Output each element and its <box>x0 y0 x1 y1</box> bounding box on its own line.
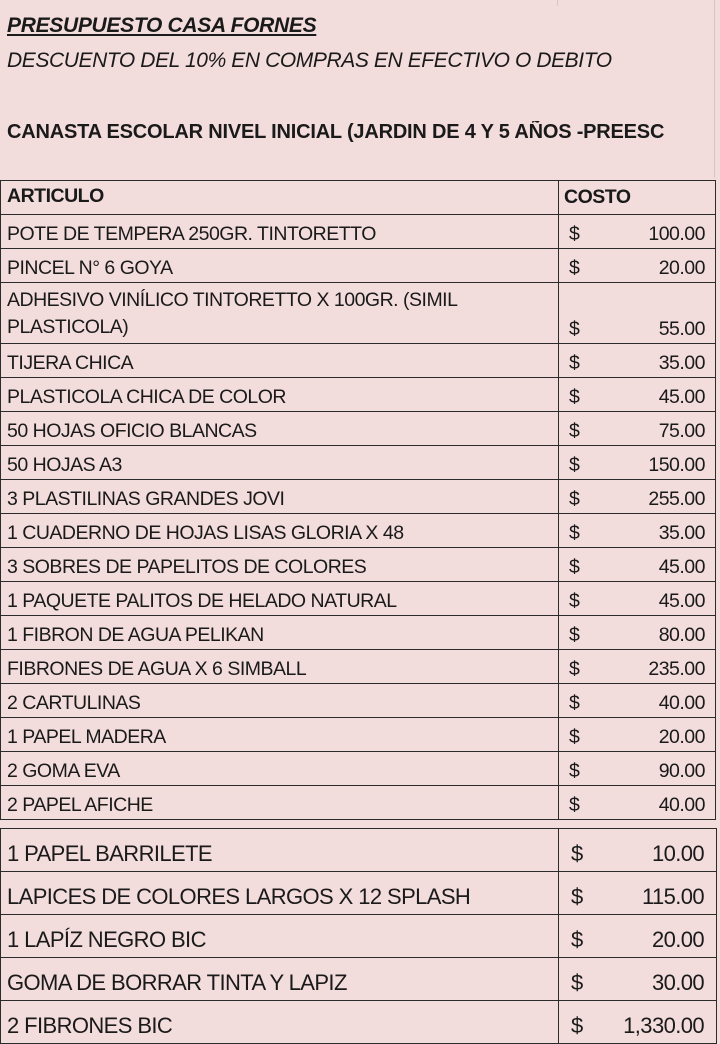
budget-table <box>0 180 716 820</box>
article-cell: LAPICES DE COLORES LARGOS X 12 SPLASH <box>1 872 559 915</box>
cost-amount: 20.00 <box>651 927 704 952</box>
currency-symbol: $ <box>569 488 580 510</box>
cost-cell <box>559 480 716 514</box>
cost-cell <box>559 446 716 480</box>
cost-cell <box>559 616 716 650</box>
table-row <box>1 412 716 446</box>
cost-amount: 40.00 <box>658 692 705 714</box>
currency-symbol: $ <box>569 454 580 476</box>
currency-symbol: $ <box>569 386 580 408</box>
cost-cell <box>559 958 717 1001</box>
article-line: ADHESIVO VINÍLICO TINTORETTO X 100GR. (SIMIL <box>7 289 458 311</box>
article-cell: FIBRONES DE AGUA X 6 SIMBALL <box>1 650 559 684</box>
currency-symbol: $ <box>569 658 580 680</box>
cost-cell <box>559 915 717 958</box>
article-cell: 1 FIBRON DE AGUA PELIKAN <box>1 616 559 650</box>
table-row <box>1 616 716 650</box>
cost-amount: 1,330.00 <box>623 1013 704 1038</box>
cost-amount: 150.00 <box>648 454 705 476</box>
currency-symbol: $ <box>569 760 580 782</box>
currency-symbol: $ <box>569 318 580 340</box>
currency-symbol: $ <box>571 970 583 995</box>
cost-cell <box>559 215 716 249</box>
table-row <box>1 872 717 915</box>
currency-symbol: $ <box>571 927 583 952</box>
table-row <box>1 249 716 283</box>
column-header-costo: COSTO <box>559 181 716 215</box>
article-cell: GOMA DE BORRAR TINTA Y LAPIZ <box>1 958 559 1001</box>
table-row <box>1 480 716 514</box>
cost-amount: 115.00 <box>641 884 704 909</box>
article-cell <box>1 283 559 344</box>
cost-cell <box>559 548 716 582</box>
cost-amount: 20.00 <box>658 726 705 748</box>
cost-cell <box>559 344 716 378</box>
article-cell: 1 PAPEL BARRILETE <box>1 829 559 872</box>
table-row <box>1 786 716 820</box>
article-cell: 3 PLASTILINAS GRANDES JOVI <box>1 480 559 514</box>
article-cell: PLASTICOLA CHICA DE COLOR <box>1 378 559 412</box>
table-row <box>1 1001 717 1044</box>
cost-cell <box>559 249 716 283</box>
currency-symbol: $ <box>569 624 580 646</box>
page-title: PRESUPUESTO CASA FORNES <box>7 14 317 37</box>
currency-symbol: $ <box>569 420 580 442</box>
article-cell: TIJERA CHICA <box>1 344 559 378</box>
cost-cell <box>559 650 716 684</box>
table-row <box>1 718 716 752</box>
currency-symbol: $ <box>569 522 580 544</box>
article-cell: 2 GOMA EVA <box>1 752 559 786</box>
cost-cell <box>559 412 716 446</box>
cost-amount: 20.00 <box>658 257 705 279</box>
cost-amount: 75.00 <box>658 420 705 442</box>
cost-cell <box>559 378 716 412</box>
table-row <box>1 215 716 249</box>
currency-symbol: $ <box>569 257 580 279</box>
gridline <box>557 0 558 6</box>
table-row <box>1 650 716 684</box>
gridline <box>714 0 715 178</box>
cost-cell <box>559 283 716 344</box>
table-row <box>1 958 717 1001</box>
cost-amount: 45.00 <box>658 556 705 578</box>
table-row <box>1 548 716 582</box>
currency-symbol: $ <box>569 794 580 816</box>
table-header-row <box>1 181 716 215</box>
article-line: PLASTICOLA) <box>7 316 129 338</box>
table-row <box>1 582 716 616</box>
cost-amount: 35.00 <box>658 352 705 374</box>
table-row <box>1 915 717 958</box>
currency-symbol: $ <box>571 884 583 909</box>
cost-amount: 35.00 <box>658 522 705 544</box>
article-cell: PINCEL N° 6 GOYA <box>1 249 559 283</box>
cost-amount: 80.00 <box>658 624 705 646</box>
cost-amount: 30.00 <box>651 970 704 995</box>
cost-cell <box>559 684 716 718</box>
table-row <box>1 684 716 718</box>
table-row <box>1 514 716 548</box>
article-cell: 2 CARTULINAS <box>1 684 559 718</box>
cost-cell <box>559 752 716 786</box>
canasta-heading: CANASTA ESCOLAR NIVEL INICIAL (JARDIN DE 4 Y 5 AÑOS -PREESC <box>7 121 665 143</box>
cost-cell <box>559 1001 717 1044</box>
currency-symbol: $ <box>569 726 580 748</box>
currency-symbol: $ <box>569 556 580 578</box>
column-header-articulo: ARTICULO <box>1 181 559 215</box>
budget-table-continued <box>0 828 717 1044</box>
cost-cell <box>559 872 717 915</box>
cost-amount: 100.00 <box>648 223 705 245</box>
discount-note: DESCUENTO DEL 10% EN COMPRAS EN EFECTIVO O DEBITO <box>7 49 612 72</box>
currency-symbol: $ <box>571 1013 583 1038</box>
article-cell: 1 PAPEL MADERA <box>1 718 559 752</box>
cost-cell <box>559 582 716 616</box>
table-row <box>1 752 716 786</box>
cost-amount: 10.00 <box>651 841 704 866</box>
currency-symbol: $ <box>571 841 583 866</box>
article-cell: 50 HOJAS OFICIO BLANCAS <box>1 412 559 446</box>
cost-amount: 40.00 <box>658 794 705 816</box>
article-cell: 2 FIBRONES BIC <box>1 1001 559 1044</box>
cost-amount: 255.00 <box>648 488 705 510</box>
currency-symbol: $ <box>569 223 580 245</box>
table-row <box>1 829 717 872</box>
article-cell: 1 PAQUETE PALITOS DE HELADO NATURAL <box>1 582 559 616</box>
table-row <box>1 446 716 480</box>
cost-cell <box>559 786 716 820</box>
article-cell: 2 PAPEL AFICHE <box>1 786 559 820</box>
article-cell: 1 LAPÍZ NEGRO BIC <box>1 915 559 958</box>
cost-amount: 45.00 <box>658 590 705 612</box>
currency-symbol: $ <box>569 352 580 374</box>
article-cell: 1 CUADERNO DE HOJAS LISAS GLORIA X 48 <box>1 514 559 548</box>
article-cell: 3 SOBRES DE PAPELITOS DE COLORES <box>1 548 559 582</box>
cost-amount: 235.00 <box>648 658 705 680</box>
cost-cell <box>559 829 717 872</box>
article-cell: POTE DE TEMPERA 250GR. TINTORETTO <box>1 215 559 249</box>
cost-amount: 45.00 <box>658 386 705 408</box>
cost-amount: 55.00 <box>658 318 705 340</box>
cost-cell <box>559 718 716 752</box>
cost-cell <box>559 514 716 548</box>
table-row <box>1 344 716 378</box>
cost-amount: 90.00 <box>658 760 705 782</box>
currency-symbol: $ <box>569 590 580 612</box>
article-cell: 50 HOJAS A3 <box>1 446 559 480</box>
currency-symbol: $ <box>569 692 580 714</box>
table-row <box>1 378 716 412</box>
table-row <box>1 283 716 344</box>
